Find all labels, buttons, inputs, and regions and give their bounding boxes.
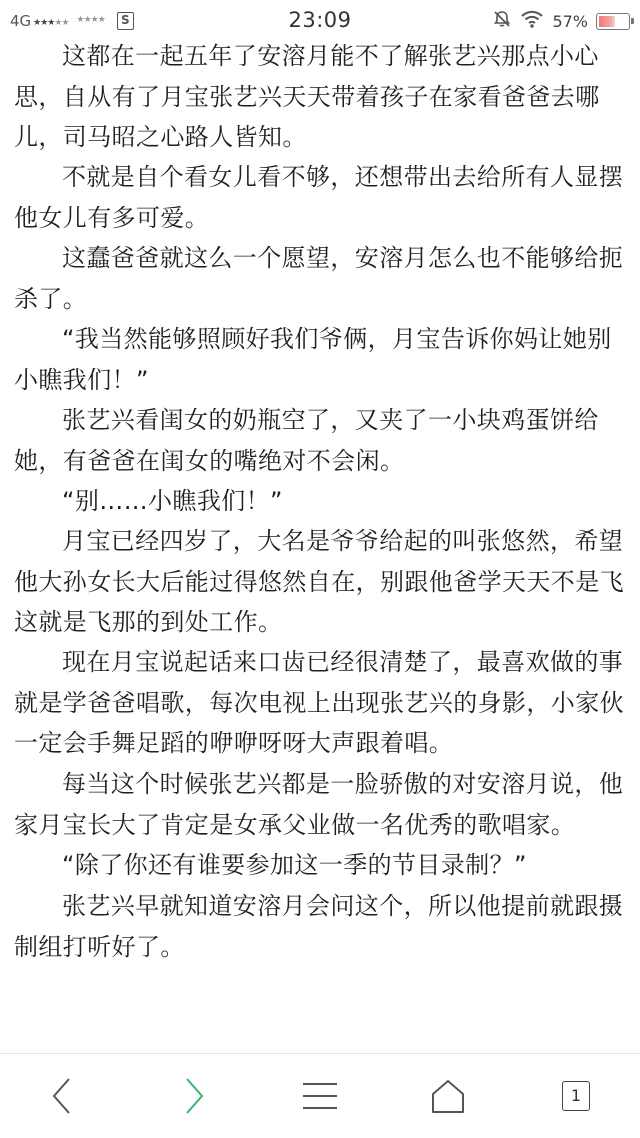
tab-count: 1 [562, 1081, 590, 1111]
sim1-signal-stars-off: ★★ [54, 18, 69, 28]
paragraph: “除了你还有谁要参加这一季的节目录制？” [62, 851, 527, 879]
network-type: 4G [10, 12, 32, 30]
forward-button[interactable] [166, 1068, 222, 1124]
paragraph: “别……小瞧我们！” [62, 487, 283, 515]
article-content[interactable] [0, 42, 640, 1054]
battery-level [599, 16, 615, 27]
wifi-icon [520, 9, 544, 33]
home-button[interactable] [420, 1068, 476, 1124]
paragraph: 月宝已经四岁了，大名是爷爷给起的叫张悠然，希望他大孙女长大后能过得悠然自在，别跟他爸学天天不是飞这就是飞那的到处工作。 [14, 527, 624, 636]
status-bar [0, 0, 640, 42]
paragraph: 不就是自个看女儿看不够，还想带出去给所有人显摆他女儿有多可爱。 [14, 163, 624, 232]
paragraph: 每当这个时候张艺兴都是一脸骄傲的对安溶月说，他家月宝长大了肯定是女承父业做一名优秀的歌唱家。 [14, 770, 624, 839]
sim1-signal-stars-on: ★★★ [33, 18, 55, 28]
battery-percent: 57% [552, 11, 588, 31]
status-time: 23:09 [288, 8, 352, 32]
paragraph: 这蠢爸爸就这么一个愿望，安溶月怎么也不能够给扼杀了。 [14, 244, 624, 313]
mute-icon [492, 9, 512, 33]
home-icon [430, 1078, 466, 1114]
menu-icon [302, 1081, 338, 1111]
tabs-button[interactable] [548, 1068, 604, 1124]
paragraph: 张艺兴看闺女的奶瓶空了，又夹了一小块鸡蛋饼给她，有爸爸在闺女的嘴绝对不会闲。 [14, 406, 599, 475]
back-button[interactable] [34, 1068, 90, 1124]
paragraph: 现在月宝说起话来口齿已经很清楚了，最喜欢做的事就是学爸爸唱歌，每次电视上出现张艺兴的身影，小家伙一定会手舞足蹈的咿咿呀呀大声跟着唱。 [14, 648, 624, 757]
battery-icon [596, 13, 630, 30]
bottom-navigation-bar [0, 1053, 640, 1138]
paragraph: “我当然能够照顾好我们爷俩，月宝告诉你妈让她别小瞧我们！” [14, 325, 612, 394]
status-right-group [492, 10, 630, 32]
paragraph: 张艺兴早就知道安溶月会问这个，所以他提前就跟摄制组打听好了。 [14, 892, 624, 961]
chevron-right-icon [179, 1075, 209, 1117]
sim-card-icon: S [117, 12, 134, 30]
menu-button[interactable] [292, 1068, 348, 1124]
sim2-signal-stars: ★★★★ [76, 15, 105, 25]
paragraph: 这都在一起五年了安溶月能不了解张艺兴那点小心思，自从有了月宝张艺兴天天带着孩子在家看爸爸去哪儿，司马昭之心路人皆知。 [14, 42, 600, 151]
chevron-left-icon [47, 1075, 77, 1117]
